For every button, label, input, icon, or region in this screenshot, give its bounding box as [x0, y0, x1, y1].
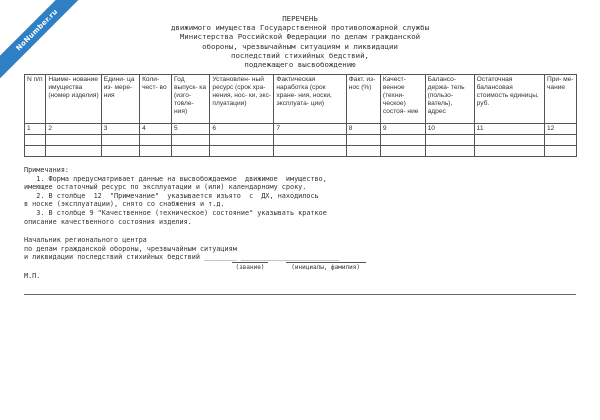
signature-line: Начальник регионального центра	[24, 236, 147, 244]
table-row	[25, 146, 577, 157]
table-cell	[544, 135, 576, 146]
title-line: Министерства Российской Федерации по делам гражданской	[179, 32, 421, 42]
notes-line: 1. Форма предусматривает данные на высвобождаемое движимое имущество,	[24, 174, 327, 183]
signature-block	[24, 236, 339, 262]
column-number: 12	[544, 124, 576, 135]
notes-line: 2. В столбце 12 "Примечание" указывается изъято с ДХ, находилось	[24, 191, 319, 200]
document-title	[150, 14, 450, 69]
table-cell	[346, 146, 380, 157]
column-header: Коли- чест- во	[140, 75, 172, 124]
table-cell	[274, 146, 346, 157]
column-number: 7	[274, 124, 346, 135]
table-cell	[474, 135, 544, 146]
title-line: подлежащего высвобождению	[244, 60, 356, 70]
notes-line: в носке (эксплуатации), снято со снабжения и т.д.	[24, 200, 225, 209]
table-cell	[474, 146, 544, 157]
table-cell	[172, 135, 210, 146]
notes-line: 3. В столбце 9 "Качественное (техническое) состояние" указывать краткое	[24, 208, 327, 217]
column-number: 4	[140, 124, 172, 135]
signature-line: и ликвидации последствий стихийных бедствий ________ ________________________	[24, 253, 340, 262]
watermark-ribbon: NoNumber.ru	[0, 0, 89, 82]
table-cell	[25, 146, 46, 157]
column-header: Факт. из- нос (%)	[346, 75, 380, 124]
table-cell	[425, 146, 474, 157]
notes-line: имеющее остаточный ресурс по эксплуатации и (или) календарному сроку.	[24, 183, 307, 192]
table-cell	[425, 135, 474, 146]
signature-captions	[232, 262, 366, 271]
column-header: N п/п	[25, 75, 46, 124]
column-header: Балансо- держа- тель (пользо- ватель), адрес	[425, 75, 474, 124]
inventory-table	[24, 74, 577, 157]
column-header: Год выпуск- ка (изго- товле- ния)	[172, 75, 210, 124]
table-cell	[140, 146, 172, 157]
signature-line: по делам гражданской обороны, чрезвычайным ситуациям	[24, 244, 237, 253]
table-cell	[380, 146, 425, 157]
table-cell	[544, 146, 576, 157]
column-header: Качест- венное (техни- ческое) состоя- ние	[380, 75, 425, 124]
column-number: 10	[425, 124, 474, 135]
column-header: Наиме- нование имущества (номер изделия)	[46, 75, 101, 124]
title-line: ПЕРЕЧЕНЬ	[282, 14, 318, 23]
column-number: 8	[346, 124, 380, 135]
table-cell	[380, 135, 425, 146]
column-number: 9	[380, 124, 425, 135]
rank-caption: (звание)	[232, 262, 268, 271]
title-line: обороны, чрезвычайным ситуациям и ликвидации	[202, 41, 398, 51]
table-cell	[210, 146, 274, 157]
table-cell	[140, 135, 172, 146]
notes-line: Примечания:	[24, 166, 70, 174]
notes-line: описание качественного состояния изделия.	[24, 217, 192, 226]
table-cell	[46, 135, 101, 146]
column-header: Фактическая наработка (срок хране- ния, носки, эксплуата- ции)	[274, 75, 346, 124]
title-line: последствий стихийных бедствий,	[231, 50, 369, 60]
column-header: Остаточная балансовая стоимость единицы, руб.	[474, 75, 544, 124]
table-cell	[101, 135, 139, 146]
title-line: движимого имущества Государственной противопожарной службы	[170, 23, 430, 33]
table-cell	[101, 146, 139, 157]
table-cell	[46, 146, 101, 157]
table-cell	[274, 135, 346, 146]
column-number: 11	[474, 124, 544, 135]
column-number: 3	[101, 124, 139, 135]
bottom-divider	[24, 294, 576, 295]
column-header: При- ме- чание	[544, 75, 576, 124]
table-header-row	[25, 75, 577, 124]
column-header: Едини- ца из- мере- ния	[101, 75, 139, 124]
notes-block	[24, 166, 327, 226]
column-header: Установлен- ный ресурс (срок хра- нения, нос- ки, экс- плуатации)	[210, 75, 274, 124]
stamp-place: М.П.	[24, 272, 41, 280]
table-cell	[346, 135, 380, 146]
column-number: 2	[46, 124, 101, 135]
column-number: 6	[210, 124, 274, 135]
column-number: 5	[172, 124, 210, 135]
column-number-row	[25, 124, 577, 135]
column-number: 1	[25, 124, 46, 135]
name-caption: (инициалы, фамилия)	[286, 262, 366, 271]
table-cell	[210, 135, 274, 146]
table-row	[25, 135, 577, 146]
table-cell	[25, 135, 46, 146]
table-cell	[172, 146, 210, 157]
